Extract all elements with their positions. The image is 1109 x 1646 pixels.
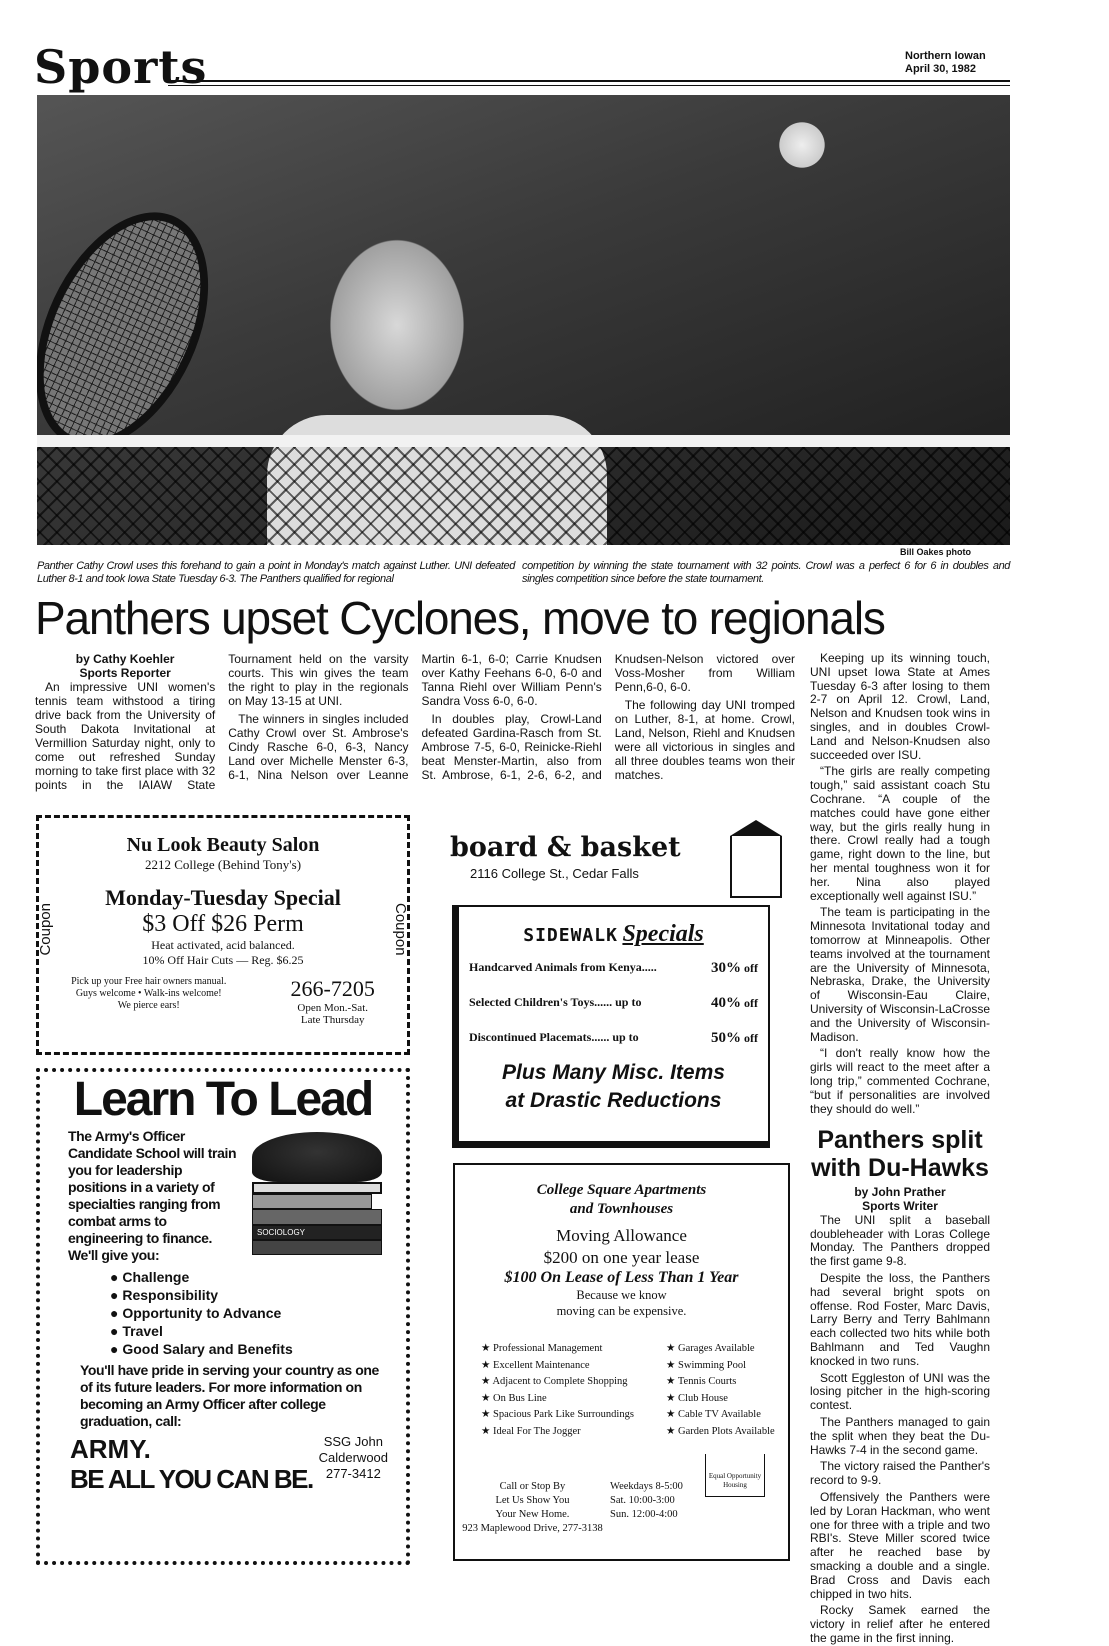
army-slogan: BE ALL YOU CAN BE. [70,1464,313,1494]
special-title: Monday-Tuesday Special [105,885,341,910]
paragraph: The team is participating in the Minnesota Invitational today and tomorrow at Minneapolis. Other teams involved at the tournament are the University of Minnesota, Nebraska, Drake, the University of Wisconsin-Eau Claire, University of Wisconsin-LaCrosse and the University of Wisconsin-Madison. [810,905,990,1044]
contact-line: Call or Stop By [499,1481,566,1492]
ad-title: College Square Apartments [536,1182,707,1198]
college-square-ad [453,1163,790,1561]
salon-address: 2212 College (Behind Tony's) [144,857,302,872]
issue-date: April 30, 1982 [905,63,976,75]
offer-detail: Heat activated, acid balanced. [151,938,295,952]
section-title: Sports [34,40,208,94]
special-item: Handcarved Animals from Kenya..... 30% off [469,960,758,976]
contact-line: Let Us Show You [495,1495,570,1506]
army-logo: ARMY. [70,1434,151,1464]
racket-icon [37,185,243,475]
paper-name: Northern Iowan [905,50,986,62]
benefit-item: ● Opportunity to Advance [110,1305,282,1321]
offer: $200 on one year lease [543,1248,700,1267]
feature-item: ★ Adjacent to Complete Shopping [481,1376,628,1387]
tagline: Because we know [576,1288,667,1302]
paragraph: The UNI split a baseball doubleheader with Loras College Monday. The Panthers dropped the first game 9-8. [810,1212,990,1269]
haircut-offer: 10% Off Hair Cuts — Reg. $6.25 [142,953,304,967]
army-ad [36,1068,410,1565]
hours: Weekdays 8-5:00 [610,1481,683,1492]
feature-item: ★ Professional Management [481,1343,603,1354]
header-rule [168,80,1010,86]
feature-item: ★ Excellent Maintenance [481,1359,590,1371]
paragraph: Keeping up its winning touch, UNI upset Iowa State at Ames Tuesday 6-3 after losing to them 2-7 on April 12. Crowl, Land, Nelson and Knudsen took wins in singles, and in doubles Crowl-Land and Nelson-Knudsen also succeeded over ISU. [810,651,990,762]
specials-label: Specials [622,921,704,947]
footer-line: at Drastic Reductions [505,1089,722,1112]
paragraph: “I don't really know how the girls will react to the meet after a long trip,” commented Cochrane, “but if personalities are involved they should do well.” [810,1046,990,1116]
photo-caption: Panther Cathy Crowl uses this forehand to gain a point in Monday's match against Luther. UNI defeated Luther 8-1 and took Iowa State Tuesday 6-3. The Panthers qualified for regional [37,560,515,585]
ad-intro: The Army's Officer Candidate School will train you for leadership positions in a variety of specialties ranging from combat arms to engineering to finance. We'll give you: [68,1128,237,1263]
note: Guys welcome • Walk-ins welcome! [75,988,222,999]
feature-item: ★ Garages Available [666,1343,755,1354]
recruiter-name: SSG John Calderwood [318,1434,389,1465]
phone: 266-7205 [290,976,375,1001]
note: Pick up your Free hair owners manual. [71,976,227,987]
byline-role: Sports Reporter [79,666,171,680]
hours: Open Mon.-Sat. [297,1002,368,1014]
contact-address: 923 Maplewood Drive, 277-3138 [462,1523,603,1534]
masthead-info [905,50,986,76]
footer-line: Plus Many Misc. Items [502,1061,725,1084]
benefit-item: ● Good Salary and Benefits [110,1341,293,1357]
tennis-net [37,435,1010,545]
feature-item: ★ Cable TV Available [666,1409,761,1420]
photo-credit: Bill Oakes photo [900,547,972,557]
tagline: moving can be expensive. [556,1304,687,1318]
book-title: SOCIOLOGY [252,1225,382,1240]
salon-name: Nu Look Beauty Salon [126,834,320,856]
special-item: Selected Children's Toys...... up to 40% off [469,995,758,1011]
paragraph: “The girls are really competing tough,” said assistant coach Stu Cochrane. “A couple of the matches could have gone either way, but the girls really hung in there. Crowl really had a tough game, right down to the line, but her mental toughness won it for her. Nina also played exceptionally well against ISU.” [810,764,990,903]
benefit-item: ● Travel [110,1323,163,1339]
byline: by John Prather [854,1185,946,1200]
hours: Sun. 12:00-4:00 [610,1509,678,1520]
paragraph: Offensively the Panthers were led by Loran Hackman, who went one for three with a triple and two RBI's. Steve Miller scored twice after he reached base by smacking a double and a single. Brad Cross and Davis each chipped in two hits. [810,1490,990,1601]
benefit-item: ● Challenge [110,1269,190,1285]
note: We pierce ears! [117,1000,180,1011]
byline-role: Sports Writer [862,1199,938,1214]
features-right [666,1341,775,1440]
specials-box [452,905,770,1148]
photo-caption-continued: competition by winning the state tournament with 32 points. Crowl was a perfect 6 for 6 in doubles and singles competition since before the state tournament. [522,560,1010,585]
contact-line: Your New Home. [495,1509,570,1520]
feature-item: ★ Garden Plots Available [666,1425,775,1437]
recruiter-phone: 277-3412 [325,1466,381,1481]
hours: Sat. 10:00-3:00 [610,1495,675,1506]
ad-title: and Townhouses [569,1201,674,1217]
hours: Late Thursday [300,1014,365,1026]
tennis-photo [37,95,1010,545]
feature-item: ★ Ideal For The Jogger [481,1425,581,1437]
equal-housing-icon: Equal Opportunity Housing [705,1454,765,1497]
allowance-title: Moving Allowance [556,1226,687,1245]
coupon-label: Coupon [392,903,409,956]
coupon-label: Coupon [37,903,54,956]
feature-item: ★ Spacious Park Like Surroundings [481,1409,634,1420]
paragraph: The following day UNI tromped on Luther, 8-1, at home. Crowl, Land, Nelson, Riehl and Knudsen were all victorious in singles and all three doubles teams won their matches. [614,698,795,782]
benefit-item: ● Responsibility [110,1287,219,1303]
paragraph: Scott Eggleston of UNI was the losing pitcher in the high-scoring contest. [810,1370,990,1413]
article2-headline: Panthers split with Du-Hawks [811,1126,989,1183]
offer: $100 On Lease of Less Than 1 Year [504,1269,739,1286]
ad-closing: You'll have pride in serving your country as one of its future leaders. For more information on becoming an Army Officer after college graduation, call: [80,1362,379,1429]
paragraph: An impressive UNI women's tennis team withstood a tiring drive back from the University of South Dakota Invitational at Vermillion Saturday night, only to come out refreshed Sunday morning to take first place with 32 points in the IAIAW State Tournament held on the varsity courts. This win gives the team the right to play in the regionals on May 13-15 at UNI. [35,652,409,792]
house-icon [730,836,782,898]
store-name: board & basket [450,832,681,863]
paragraph: Despite the loss, the Panthers had several bright spots on offense. Rod Foster, Marc Davis, Larry Berry and Terry Bahlmann each collected two hits while both Bahlmann and Ted Vaughn knocked in two runs. [810,1271,990,1368]
paragraph: The victory raised the Panther's record to 9-9. [810,1459,990,1488]
article-body [35,652,795,792]
feature-item: ★ On Bus Line [481,1392,547,1404]
paragraph: The Panthers managed to gain the split when they beat the Du-Hawks 7-4 in the second game. [810,1415,990,1457]
ad-title: Learn To Lead [73,1073,373,1126]
feature-item: ★ Club House [666,1392,728,1404]
right-column [810,652,990,1646]
nu-look-coupon-ad [36,815,410,1055]
feature-item: ★ Swimming Pool [666,1359,747,1371]
byline: by Cathy Koehler [75,652,175,666]
features-left [481,1341,666,1440]
sidewalk-label: SIDEWALK [523,925,618,946]
special-offer: $3 Off $26 Perm [142,911,304,937]
store-address: 2116 College St., Cedar Falls [470,866,639,881]
officer-cap-books-illustration [252,1132,382,1264]
paragraph: In doubles play, Crowl-Land defeated Gardina-Rasch from St. Ambrose 7-5, 6-0, Reinicke-Riehl beat Menster-Martin, also from St. Ambrose, 6-1, 2-6, 6-2, and Knudsen-Nelson victored over Voss-Mosher from William Penn,6-0, 6-0. [421,652,795,782]
board-basket-ad [440,830,785,1155]
article-headline: Panthers upset Cyclones, move to regionals [35,592,885,644]
special-item: Discontinued Placemats...... up to 50% off [469,1030,758,1046]
feature-item: ★ Tennis Courts [666,1376,737,1387]
paragraph: The winners in singles included Cathy Crowl over St. Ambrose's Cindy Rasche 6-0, 6-3, Nancy Land over Michelle Menster 6-3, 6-1, Nina Nelson over Leanne Martin 6-1, 6-0; Carrie Knudsen over Kathy Feehans 6-0, 6-0 and Tanna Riehl over William Penn's Sandra Voss 6-0, 6-0. [228,652,602,782]
paragraph: Rocky Samek earned the victory in relief after he entered the game in the first inning. [810,1603,990,1645]
